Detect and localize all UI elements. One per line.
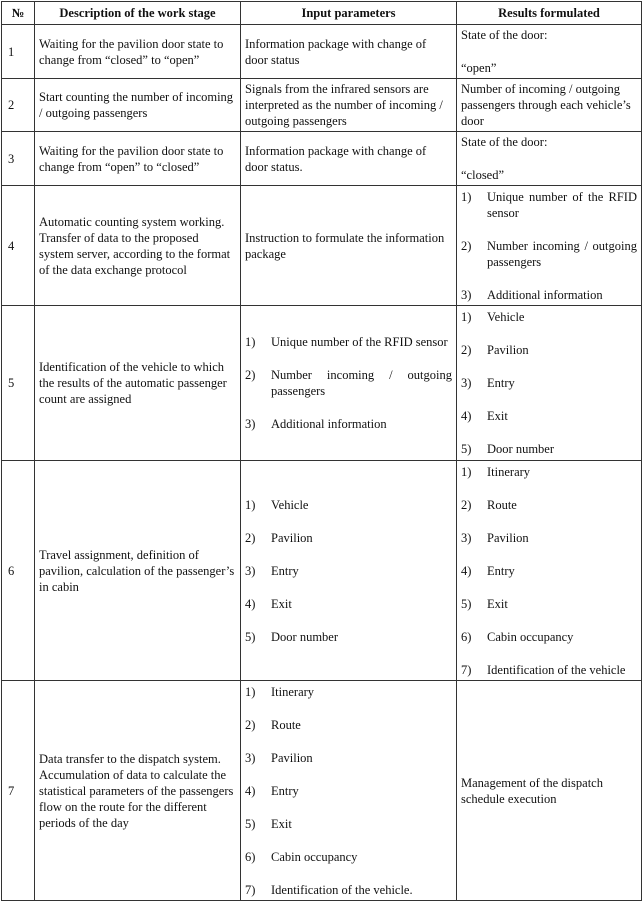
inputs-list [245, 684, 452, 898]
list-item: 7) Identification of the vehicle. [245, 882, 413, 897]
stage-description: Waiting for the pavilion door state to change from “open” to “closed” [35, 132, 241, 186]
list-item: 2) Number incoming / outgoing passengers [461, 238, 637, 269]
list-item: 2) Pavilion [245, 530, 313, 545]
list-item: 3) Additional information [461, 287, 603, 302]
results-list [461, 464, 637, 678]
list-item: 2) Route [245, 717, 301, 732]
stage-description: Travel assignment, definition of pavilion, calculation of the passenger’s in cabin [35, 461, 241, 681]
list-item: 4) Exit [461, 409, 508, 423]
table-row [2, 186, 642, 306]
list-item: 7) Identification of the vehicle [461, 662, 626, 677]
list-item: 3) Entry [461, 376, 515, 390]
table-row [2, 461, 642, 681]
table-row [2, 79, 642, 132]
result-value: “closed” [461, 168, 505, 182]
work-stages-table [1, 1, 642, 901]
list-item: 5) Exit [461, 596, 508, 611]
result-label: State of the door: [461, 28, 548, 42]
list-item: 1) Unique number of the RFID sensor [461, 189, 637, 220]
results-formulated [457, 186, 642, 306]
results-formulated [457, 25, 642, 79]
table-row [2, 132, 642, 186]
list-item: 1) Vehicle [461, 310, 525, 324]
row-number: 7 [2, 681, 35, 901]
list-item: 3) Additional information [245, 417, 387, 431]
row-number: 3 [2, 132, 35, 186]
input-parameters: Information package with change of door status. [241, 132, 457, 186]
input-parameters [241, 306, 457, 461]
list-item: 2) Number incoming / outgoing passengers [245, 368, 452, 398]
row-number: 2 [2, 79, 35, 132]
inputs-list [245, 497, 452, 645]
results-list [461, 189, 637, 303]
row-number: 6 [2, 461, 35, 681]
results-formulated [457, 461, 642, 681]
table-row [2, 25, 642, 79]
stage-description: Start counting the number of incoming / outgoing passengers [35, 79, 241, 132]
list-item: 5) Door number [461, 442, 554, 456]
list-item: 1) Itinerary [461, 464, 531, 479]
list-item: 3) Pavilion [461, 530, 529, 545]
list-item: 5) Exit [245, 816, 292, 831]
stage-description: Identification of the vehicle to which the results of the automatic passenger count are assigned [35, 306, 241, 461]
stage-description: Automatic counting system working. Transfer of data to the proposed system server, according to the format of the data exchange protocol [35, 186, 241, 306]
header-input-parameters: Input parameters [241, 2, 457, 25]
result-label: State of the door: [461, 135, 548, 149]
list-item: 2) Route [461, 497, 517, 512]
list-item: 3) Pavilion [245, 750, 313, 765]
list-item: 6) Cabin occupancy [461, 629, 574, 644]
result-value: “open” [461, 61, 497, 75]
stage-description: Data transfer to the dispatch system. Accumulation of data to calculate the statistical parameters of the passengers flow on the route for the different periods of the day [35, 681, 241, 901]
header-description: Description of the work stage [35, 2, 241, 25]
results-formulated [457, 132, 642, 186]
header-number: № [2, 2, 35, 25]
list-item: 2) Pavilion [461, 343, 529, 357]
list-item: 3) Entry [245, 563, 299, 578]
header-results-formulated: Results formulated [457, 2, 642, 25]
list-item: 1) Unique number of the RFID sensor [245, 335, 448, 349]
results-formulated: Management of the dispatch schedule execution [457, 681, 642, 901]
table-row [2, 306, 642, 461]
list-item: 4) Entry [245, 783, 299, 798]
input-parameters [241, 681, 457, 901]
input-parameters: Signals from the infrared sensors are interpreted as the number of incoming / outgoing passengers [241, 79, 457, 132]
list-item: 6) Cabin occupancy [245, 849, 358, 864]
list-item: 5) Door number [245, 629, 338, 644]
header-row [2, 2, 642, 25]
input-parameters [241, 461, 457, 681]
row-number: 5 [2, 306, 35, 461]
results-list [461, 309, 637, 457]
results-formulated [457, 306, 642, 461]
input-parameters: Instruction to formulate the information package [241, 186, 457, 306]
stage-description: Waiting for the pavilion door state to change from “closed” to “open” [35, 25, 241, 79]
row-number: 1 [2, 25, 35, 79]
list-item: 1) Itinerary [245, 684, 315, 699]
results-formulated: Number of incoming / outgoing passengers through each vehicle’s door [457, 79, 642, 132]
input-parameters: Information package with change of door status [241, 25, 457, 79]
row-number: 4 [2, 186, 35, 306]
list-item: 4) Entry [461, 563, 515, 578]
table-row [2, 681, 642, 901]
list-item: 4) Exit [245, 596, 292, 611]
inputs-list [245, 334, 452, 432]
list-item: 1) Vehicle [245, 497, 309, 512]
